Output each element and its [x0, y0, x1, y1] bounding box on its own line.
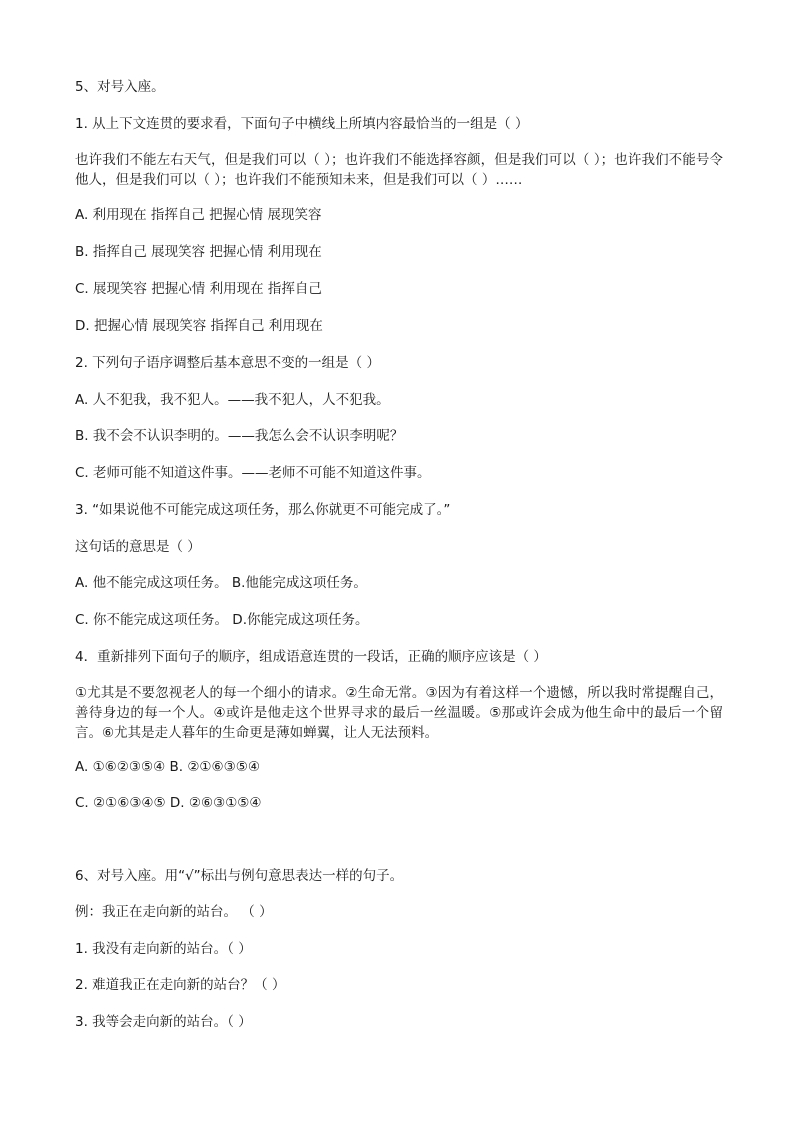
q5-1-option-d: D. 把握心情 展现笑容 指挥自己 利用现在 [75, 318, 323, 334]
q5-2-option-c: C. 老师可能不知道这件事。——老师不可能不知道这件事。 [75, 465, 431, 481]
q6-title: 6、对号入座。用“√”标出与例句意思表达一样的句子。 [75, 868, 404, 884]
q5-2-option-a: A. 人不犯我，我不犯人。——我不犯人，人不犯我。 [75, 392, 390, 408]
q6-example: 例：我正在走向新的站台。 （ ） [75, 904, 273, 920]
q5-1-option-b: B. 指挥自己 展现笑容 把握心情 利用现在 [75, 244, 322, 260]
q5-4-stem: 4．重新排列下面句子的顺序，组成语意连贯的一段话，正确的顺序应该是（ ） [75, 649, 547, 665]
q5-title: 5、对号入座。 [75, 79, 165, 95]
q5-3-stem: 3. “如果说他不可能完成这项任务，那么你就更不可能完成了。” [75, 502, 451, 518]
q5-1-passage: 也许我们不能左右天气，但是我们可以（ ）；也许我们不能选择容颜，但是我们可以（ ）；也许我们不能号令他人，但是我们可以（ ）；也许我们不能预知未来，但是我们可以（ ）…… [75, 152, 723, 188]
q5-3-options-cd: C. 你不能完成这项任务。 D.你能完成这项任务。 [75, 612, 369, 628]
q5-1-stem: 1. 从上下文连贯的要求看，下面句子中横线上所填内容最恰当的一组是（ ） [75, 116, 529, 132]
q6-item-2: 2. 难道我正在走向新的站台？（ ） [75, 977, 286, 993]
q5-1-option-a: A. 利用现在 指挥自己 把握心情 展现笑容 [75, 207, 322, 223]
q5-3-options-ab: A. 他不能完成这项任务。 B.他能完成这项任务。 [75, 575, 367, 591]
q6-item-3: 3. 我等会走向新的站台。（ ） [75, 1014, 252, 1030]
q5-4-options-cd: C. ②①⑥③④⑤ D. ②⑥③①⑤④ [75, 795, 262, 811]
q6-item-1: 1. 我没有走向新的站台。（ ） [75, 941, 252, 957]
q5-3-sub: 这句话的意思是（ ） [75, 539, 201, 555]
q5-4-options-ab: A. ①⑥②③⑤④ B. ②①⑥③⑤④ [75, 759, 260, 775]
q5-2-option-b: B. 我不会不认识李明的。——我怎么会不认识李明呢？ [75, 428, 404, 444]
q5-1-option-c: C. 展现笑容 把握心情 利用现在 指挥自己 [75, 281, 322, 297]
q5-4-passage: ①尤其是不要忽视老人的每一个细小的请求。②生命无常。③因为有着这样一个遗憾，所以我时常提醒自己，善待身边的每一个人。④或许是他走这个世界寻求的最后一丝温暖。⑤那或许会成为他生命中的最后一个留言。⑥尤其是走人暮年的生命更是薄如蝉翼，让人无法预料。 [75, 685, 723, 741]
q5-2-stem: 2. 下列句子语序调整后基本意思不变的一组是（ ） [75, 355, 380, 371]
